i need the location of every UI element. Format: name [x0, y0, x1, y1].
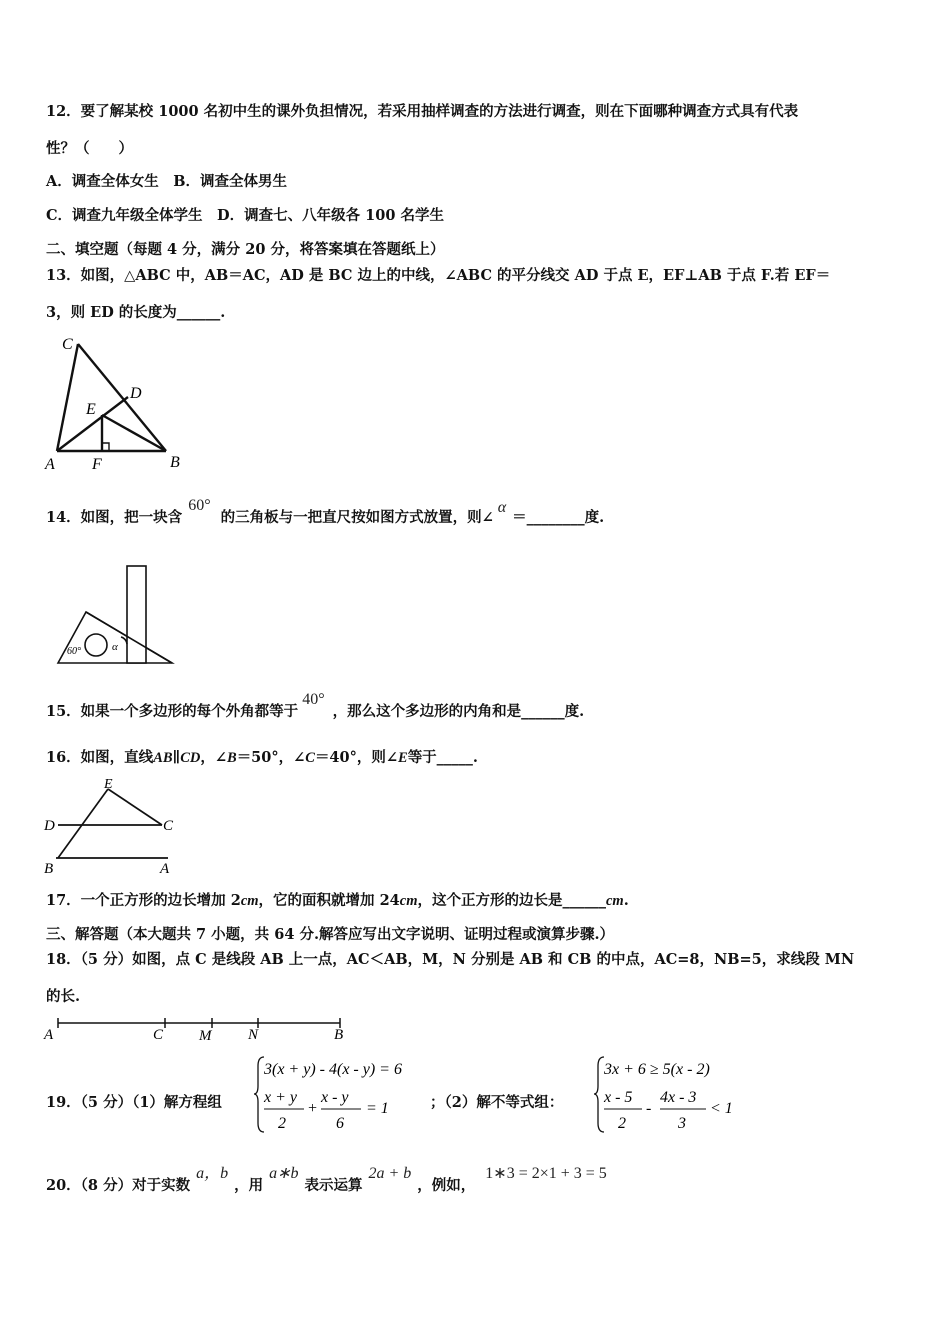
q13-label-c: C [62, 336, 73, 353]
q12-line1: 12．要了解某校 1000 名初中生的课外负担情况，若采用抽样调查的方法进行调查，则在下面哪种调查方式具有代表 [46, 103, 799, 120]
q20-operator: a∗b [269, 1165, 299, 1182]
q16-label-b: B [44, 861, 54, 877]
section2-heading: 二、填空题（每题 4 分，满分 20 分，将答案填在答题纸上） [46, 241, 445, 258]
q19-eq2-den2: 6 [336, 1115, 344, 1132]
q16-label-a: A [160, 861, 170, 877]
q19-ineq2-den2: 3 [678, 1115, 686, 1132]
q13-triangle-figure [40, 330, 200, 475]
q19-inequality-system [594, 1054, 754, 1136]
q14-text-mid: 的三角板与一把直尺按如图方式放置，则∠ [220, 509, 494, 526]
q17-text-mid: ，它的面积就增加 24 [258, 892, 400, 909]
q12-line2: 性？（ ） [46, 140, 133, 157]
q19-separator: ；（2）解不等式组： [430, 1094, 564, 1111]
q14-line [46, 497, 605, 528]
q18-label-a: A [44, 1027, 54, 1043]
q16-angle-b: B [227, 750, 237, 766]
q14-text-post: ＝________度. [512, 509, 605, 526]
q18-label-m: M [199, 1028, 212, 1044]
q15-line [46, 691, 585, 722]
q16-angle-e: E [398, 750, 408, 766]
q13-label-f: F [92, 456, 102, 473]
q16-label-c: C [163, 818, 174, 834]
q17-text-post: ，这个正方形的边长是______ [417, 892, 606, 909]
q13-label-e: E [86, 401, 96, 418]
q19-ineq2-rhs: < 1 [710, 1100, 733, 1117]
q19-eq2-num2: x - y [321, 1089, 349, 1106]
q16-text-3: ＝40°，则∠ [314, 749, 399, 766]
q16-label-e: E [104, 777, 113, 792]
q16-text-1: ，∠ [200, 749, 228, 766]
q15-degree-40: 40° [302, 691, 325, 708]
q16-parallel-lines-figure [40, 775, 190, 880]
q14-degree-60: 60° [188, 497, 211, 514]
q16-angle-c: C [305, 750, 315, 766]
q18-label-n: N [248, 1027, 259, 1043]
q17-unit-1: cm [240, 893, 259, 909]
q15-text-post: ，那么这个多边形的内角和是______度. [332, 703, 585, 720]
q18-line2: 的长. [46, 988, 81, 1005]
section3-heading: 三、解答题（本大题共 7 小题，共 64 分.解答应写出文字说明、证明过程或演算步骤.） [46, 926, 615, 943]
q20-line [46, 1165, 607, 1196]
q14-set-square-figure [50, 560, 180, 670]
q14-text-pre: 14．如图，把一块含 [46, 509, 183, 526]
q19-eq2-rhs: = 1 [366, 1100, 389, 1117]
q20-text-1: ，用 [234, 1177, 264, 1194]
q17-text-end: . [623, 892, 629, 909]
q14-alpha: α [497, 499, 507, 516]
q13-label-d: D [130, 385, 142, 402]
q19-ineq2-den1: 2 [618, 1115, 626, 1132]
q13-line2: 3，则 ED 的长度为______. [46, 304, 226, 321]
q15-text-pre: 15．如果一个多边形的每个外角都等于 [46, 703, 299, 720]
q19-text-pre: 19．（5 分）（1）解方程组 [46, 1094, 222, 1111]
q17-text-pre: 17．一个正方形的边长增加 2 [46, 892, 241, 909]
q18-label-b: B [334, 1027, 344, 1043]
q13-line1: 13．如图，△ABC 中，AB＝AC，AD 是 BC 边上的中线，∠ABC 的平分线交 AD 于点 E，EF⊥AB 于点 F.若 EF＝ [46, 267, 831, 284]
q19-equation-system [254, 1054, 434, 1136]
q19-ineq2-num1: x - 5 [604, 1089, 633, 1106]
q12-options-ab: A．调查全体女生 B．调查全体男生 [46, 173, 288, 190]
q16-text-2: ＝50°，∠ [236, 749, 306, 766]
q17-unit-2: cm [399, 893, 418, 909]
q19-ineq2-num2: 4x - 3 [660, 1089, 697, 1106]
q16-label-d: D [44, 818, 55, 834]
q17-line [46, 891, 629, 911]
q16-text-post: 等于_____. [407, 749, 478, 766]
q14-fig-60-label: 60° [67, 646, 81, 657]
q19-ineq2-op: - [646, 1100, 652, 1117]
q13-label-a: A [45, 456, 55, 473]
q20-real-numbers: a，b [196, 1165, 229, 1182]
q14-fig-alpha-label: α [112, 641, 118, 653]
q19-eq2-num1: x + y [264, 1089, 297, 1106]
q20-example: 1∗3 = 2×1 + 3 = 5 [485, 1165, 607, 1182]
q20-text-3: ，例如， [417, 1177, 476, 1194]
q20-text-pre: 20．（8 分）对于实数 [46, 1177, 191, 1194]
q20-text-2: 表示运算 [304, 1177, 363, 1194]
q16-line [46, 748, 478, 768]
q18-line1: 18．（5 分）如图，点 C 是线段 AB 上一点，AC＜AB，M，N 分别是 AB 和 CB 的中点，AC=8，NB=5，求线段 MN [46, 951, 855, 968]
q19-eq2-den1: 2 [278, 1115, 286, 1132]
q18-line-segment-figure [40, 1012, 360, 1044]
q18-label-c: C [153, 1027, 164, 1043]
q19-ineq1: 3x + 6 ≥ 5(x - 2) [604, 1061, 710, 1078]
q17-unit-3: cm [606, 893, 624, 909]
q20-expression: 2a + b [368, 1165, 412, 1182]
q13-label-b: B [170, 454, 180, 471]
q19-eq1: 3(x + y) - 4(x - y) = 6 [264, 1061, 402, 1078]
q16-parallel-lines: AB∥CD [153, 750, 201, 766]
q12-options-cd: C．调查九年级全体学生 D．调查七、八年级各 100 名学生 [46, 207, 444, 224]
q16-text-pre: 16．如图，直线 [46, 749, 154, 766]
q19-eq2-op: + [307, 1100, 318, 1117]
